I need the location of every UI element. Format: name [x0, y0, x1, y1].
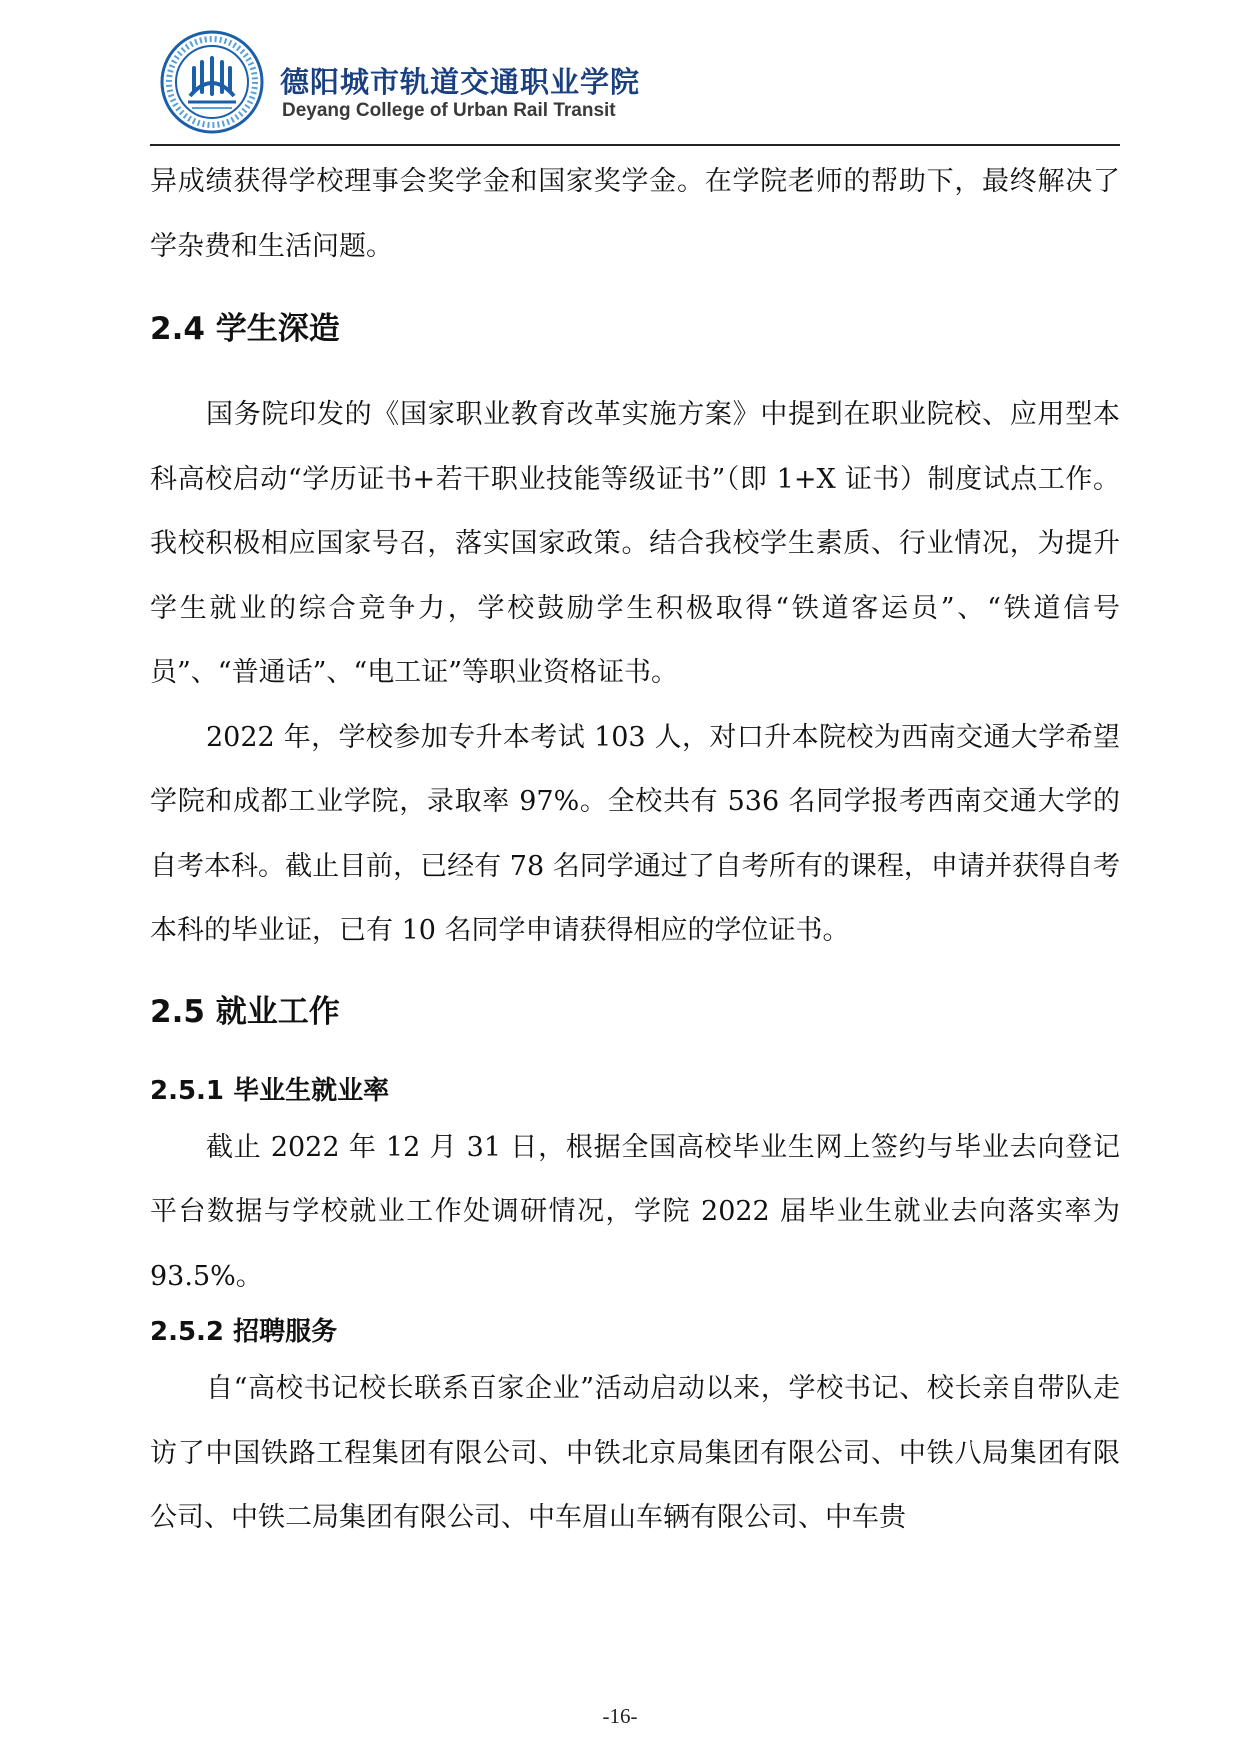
paragraph-2-5-1: 截止 2022 年 12 月 31 日，根据全国高校毕业生网上签约与毕业去向登记平台数据与学校就业工作处调研情况，学院 2022 届毕业生就业去向落实率为 93.5%。 — [150, 1131, 1120, 1292]
page-number: -16- — [602, 1704, 638, 1728]
paragraph-2-4-1: 国务院印发的《国家职业教育改革实施方案》中提到在职业院校、应用型本科高校启动“学历证书+若干职业技能等级证书”（即 1+X 证书）制度试点工作。我校积极相应国家号召，落实国家政策。结合我校学生素质、行业情况，为提升学生就业的综合竞争力，学校鼓励学生积极取得“铁道客运员”、“铁道信号员”、“普通话”、“电工证”等职业资格证书。 — [150, 399, 1120, 688]
paragraph-2-5-2: 自“高校书记校长联系百家企业”活动启动以来，学校书记、校长亲自带队走访了中国铁路工程集团有限公司、中铁北京局集团有限公司、中铁八局集团有限公司、中铁二局集团有限公司、中车眉山车辆有限公司、中车贵 — [150, 1373, 1120, 1533]
school-emblem-icon — [160, 30, 264, 134]
subsection-heading-2-5-1: 2.5.1 毕业生就业率 — [150, 1075, 390, 1106]
page-content — [150, 150, 1120, 1551]
section-heading-2-5: 2.5 就业工作 — [150, 993, 340, 1030]
intro-paragraph: 异成绩获得学校理事会奖学金和国家奖学金。在学院老师的帮助下，最终解决了学杂费和生活问题。 — [150, 166, 1120, 262]
school-name-en: Deyang College of Urban Rail Transit — [282, 100, 616, 121]
school-name-cn: 德阳城市轨道交通职业学院 — [280, 65, 641, 99]
subsection-heading-2-5-2: 2.5.2 招聘服务 — [150, 1317, 338, 1347]
paragraph-2-4-2: 2022 年，学校参加专升本考试 103 人，对口升本院校为西南交通大学希望学院和成都工业学院，录取率 97%。全校共有 536 名同学报考西南交通大学的自考本科。截止目前，已经有 78 名同学通过了自考所有的课程，申请并获得自考本科的毕业证，已有 10 名同学申请获得相应的学位证书。 — [150, 721, 1120, 946]
page-header — [150, 30, 1120, 146]
section-heading-2-4: 2.4 学生深造 — [150, 311, 340, 347]
